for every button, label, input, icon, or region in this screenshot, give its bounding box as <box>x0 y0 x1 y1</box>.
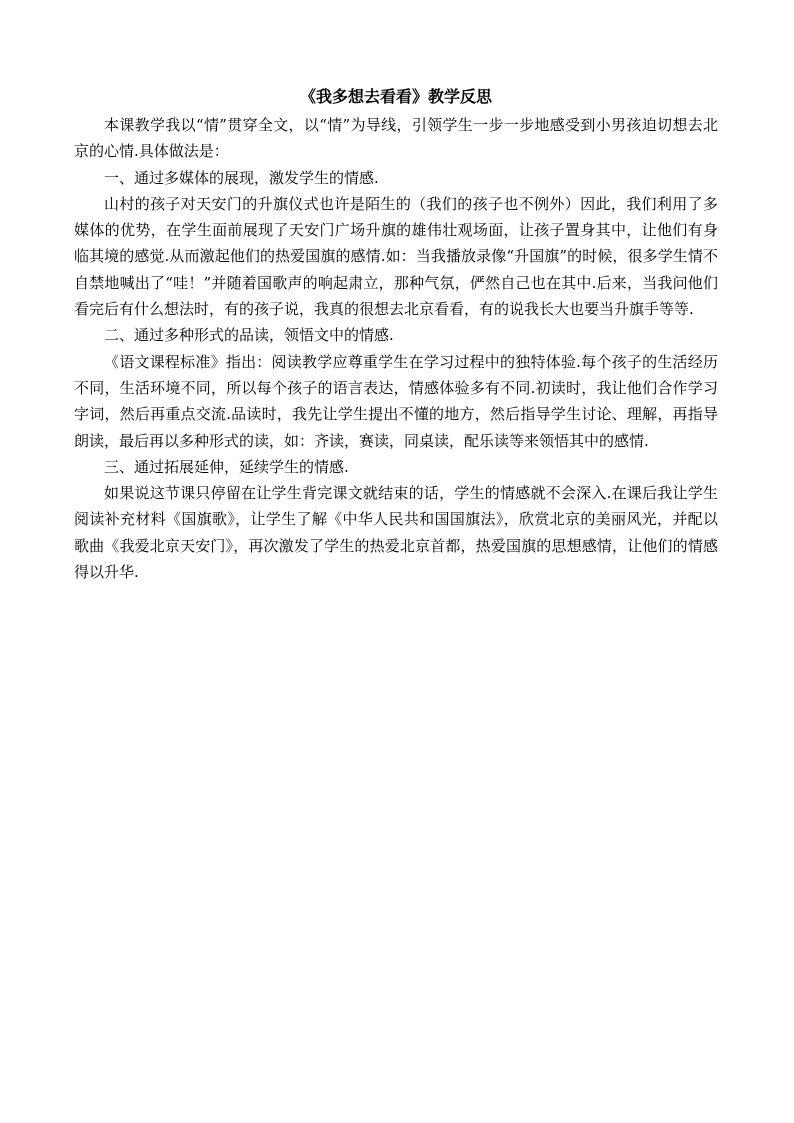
document-page <box>74 84 718 585</box>
section-heading-2: 二、通过多种形式的品读，领悟文中的情感. <box>104 326 394 345</box>
document-title: 《我多想去看看》教学反思 <box>299 87 492 106</box>
paragraph-section-1: 山村的孩子对天安门的升旗仪式也许是陌生的（我们的孩子也不例外）因此，我们利用了多媒体的优势，在学生面前展现了天安门广场升旗的雄伟壮观场面，让孩子置身其中，让他们有身临其境的感觉.从而激起他们的热爱国旗的感情.如：当我播放录像“升国旗”的时候，很多学生情不自禁地喊出了“哇！”并随着国歌声的响起肃立，那种气氛，俨然自己也在其中.后来，当我问他们看完后有什么想法时，有的孩子说，我真的很想去北京看看，有的说我长大也要当升旗手等等. <box>74 194 718 319</box>
section-heading-1: 一、通过多媒体的展现，激发学生的情感. <box>104 168 379 187</box>
section-heading-3: 三、通过拓展延伸，延续学生的情感. <box>104 457 349 476</box>
paragraph-section-2: 《语文课程标准》指出：阅读教学应尊重学生在学习过程中的独特体验.每个孩子的生活经历不同，生活环境不同，所以每个孩子的语言表达，情感体验多有不同.初读时，我让他们合作学习字词，然后再重点交流.品读时，我先让学生提出不懂的地方，然后指导学生讨论、理解，再指导朗读，最后再以多种形式的读，如：齐读，赛读，同桌读，配乐读等来领悟其中的感情. <box>74 352 718 450</box>
paragraph-intro: 本课教学我以“情”贯穿全文，以“情”为导线，引领学生一步一步地感受到小男孩迫切想去北京的心情.具体做法是： <box>74 116 718 161</box>
paragraph-section-3: 如果说这节课只停留在让学生背完课文就结束的话，学生的情感就不会深入.在课后我让学生阅读补充材料《国旗歌》，让学生了解《中华人民共和国国旗法》，欣赏北京的美丽风光，并配以歌曲《我爱北京天安门》，再次激发了学生的热爱北京首都，热爱国旗的思想感情，让他们的情感得以升华. <box>74 484 718 582</box>
